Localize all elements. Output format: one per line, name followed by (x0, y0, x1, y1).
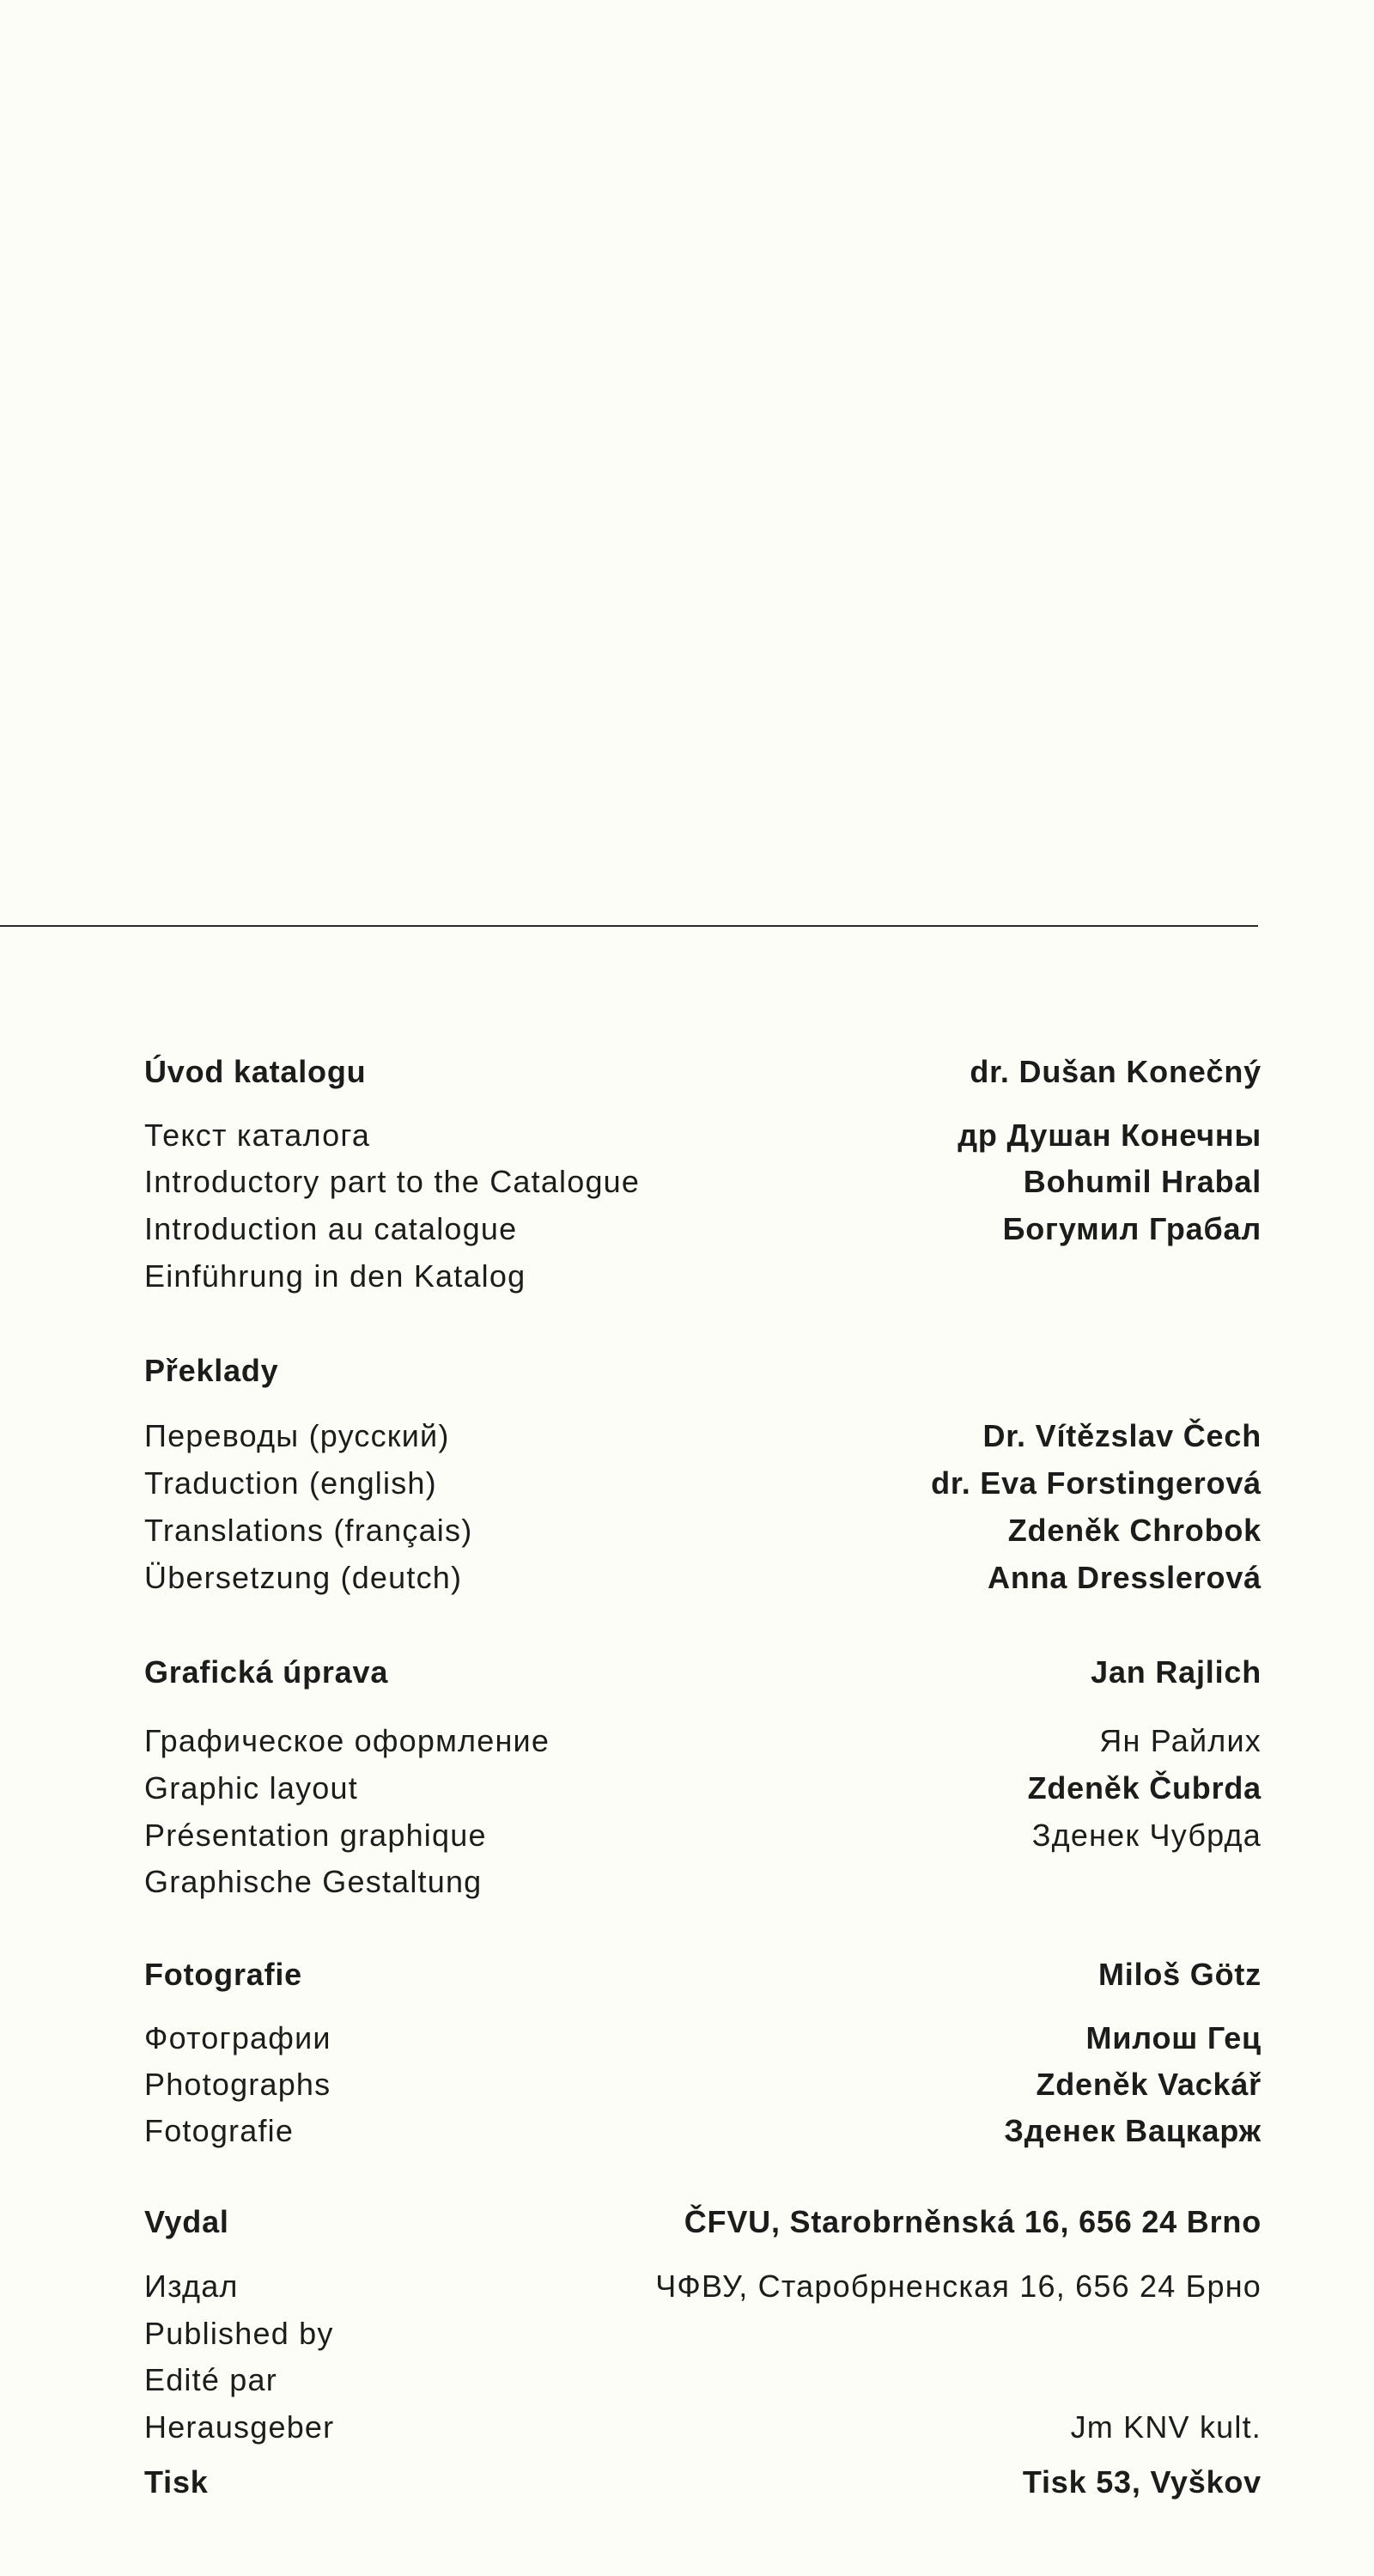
right-line: Милош Гец (1085, 2020, 1262, 2055)
right-line: Bohumil Hrabal (1023, 1164, 1262, 1199)
left-line: Translations (français) (144, 1513, 473, 1548)
section-heading: Tisk (144, 2464, 209, 2500)
right-line: Зденек Вацкарж (1004, 2113, 1262, 2148)
left-line: Графическое оформление (144, 1723, 550, 1758)
right-line: Зденек Чубрда (1031, 1818, 1262, 1853)
left-line: Photographs (144, 2067, 331, 2102)
left-line: Фотографии (144, 2020, 331, 2055)
section-heading-value: Tisk 53, Vyškov (1022, 2464, 1262, 2500)
left-line: Текст каталога (144, 1117, 371, 1153)
left-line: Edité par (144, 2362, 277, 2397)
left-line: Übersetzung (deutch) (144, 1560, 463, 1595)
right-line: dr. Eva Forstingerová (931, 1465, 1262, 1501)
divider-rule (0, 925, 1258, 927)
left-line: Graphische Gestaltung (144, 1864, 483, 1899)
left-line: Introductory part to the Catalogue (144, 1164, 641, 1199)
section-heading: Grafická úprava (144, 1654, 389, 1690)
left-line: Introduction au catalogue (144, 1211, 518, 1246)
right-line: Zdeněk Vackář (1036, 2067, 1262, 2102)
right-line: Zdeněk Čubrda (1027, 1770, 1262, 1806)
left-line: Переводы (русский) (144, 1418, 450, 1453)
section-heading: Úvod katalogu (144, 1054, 367, 1089)
section-heading-value: Jan Rajlich (1091, 1654, 1262, 1690)
left-line: Présentation graphique (144, 1818, 487, 1853)
right-line: ЧФВУ, Старобрненская 16, 656 24 Брно (655, 2268, 1262, 2304)
right-line: Anna Dresslerová (988, 1560, 1262, 1595)
left-line: Fotografie (144, 2113, 295, 2148)
section-heading: Fotografie (144, 1957, 302, 1992)
left-line: Einführung in den Katalog (144, 1258, 526, 1294)
section-heading: Vydal (144, 2204, 229, 2239)
section-heading-value: Miloš Götz (1098, 1957, 1262, 1992)
right-line: Богумил Грабал (1002, 1211, 1262, 1246)
section-heading-value: dr. Dušan Konečný (970, 1054, 1262, 1089)
section-heading: Překlady (144, 1353, 279, 1388)
right-line: Dr. Vítězslav Čech (982, 1418, 1262, 1453)
right-line: Ян Райлих (1099, 1723, 1262, 1758)
left-line: Издал (144, 2268, 239, 2304)
left-line: Herausgeber (144, 2409, 335, 2445)
right-line: Zdeněk Chrobok (1007, 1513, 1262, 1548)
left-line: Graphic layout (144, 1770, 358, 1806)
left-line: Published by (144, 2316, 334, 2351)
left-line: Traduction (english) (144, 1465, 437, 1501)
right-line: Jm KNV kult. (1070, 2409, 1262, 2445)
right-line: др Душан Конечны (958, 1117, 1262, 1153)
section-heading-value: ČFVU, Starobrněnská 16, 656 24 Brno (684, 2204, 1262, 2239)
